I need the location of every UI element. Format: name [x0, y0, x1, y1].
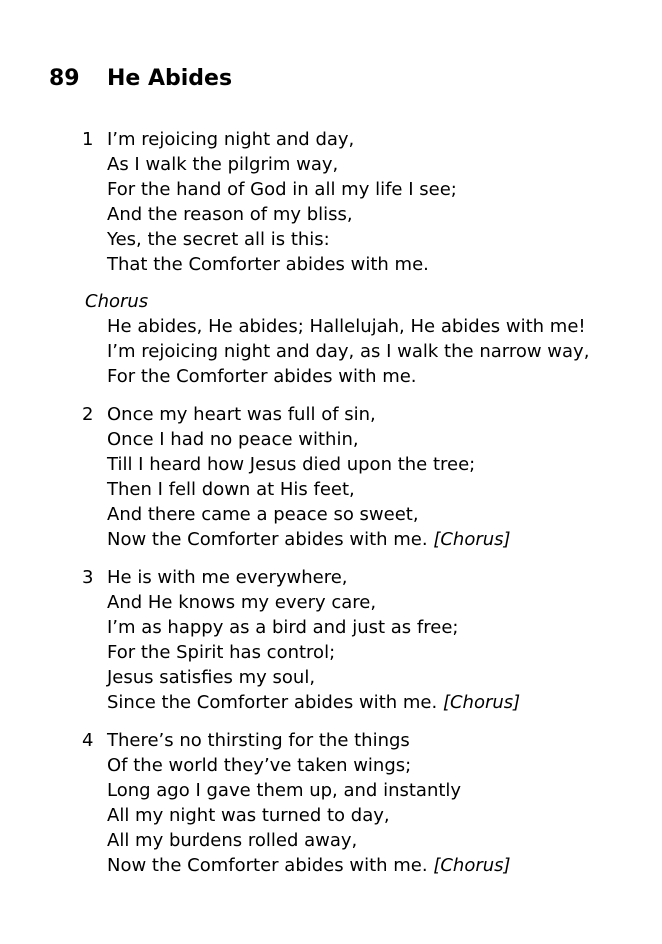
- chorus-reference: [Chorus]: [442, 692, 521, 713]
- verse-line: Then I fell down at His feet,: [107, 479, 355, 500]
- verse-line: And He knows my every care,: [107, 592, 377, 613]
- verse-line: Till I heard how Jesus died upon the tree;: [107, 454, 476, 475]
- verse-line: For the Spirit has control;: [107, 642, 336, 663]
- chorus-label: Chorus: [85, 291, 149, 312]
- verse-line: He is with me everywhere,: [107, 567, 348, 588]
- verse-line: Now the Comforter abides with me.: [107, 529, 428, 550]
- chorus-line: I’m rejoicing night and day, as I walk the narrow way,: [107, 341, 590, 362]
- chorus-reference: [Chorus]: [433, 855, 511, 876]
- verse-line: Of the world they’ve taken wings;: [107, 755, 412, 776]
- chorus-reference: [Chorus]: [433, 529, 511, 550]
- verse-line: Since the Comforter abides with me.: [107, 692, 438, 713]
- stanza-3: [82, 565, 520, 715]
- stanza-4: [82, 728, 511, 878]
- stanza-number: 1: [82, 129, 94, 150]
- chorus: [85, 289, 589, 389]
- hymn-title-text: He Abides: [107, 66, 233, 91]
- verse-line: I’m as happy as a bird and just as free;: [107, 617, 459, 638]
- stanza-number: 2: [82, 404, 94, 425]
- verse-line: Long ago I gave them up, and instantly: [107, 780, 462, 801]
- stanza-number: 3: [82, 567, 94, 588]
- verse-line: Now the Comforter abides with me.: [107, 855, 428, 876]
- verse-line: Jesus satisfies my soul,: [107, 667, 316, 688]
- verse-line: All my night was turned to day,: [107, 805, 390, 826]
- verse-line: All my burdens rolled away,: [107, 830, 358, 851]
- chorus-line: He abides, He abides; Hallelujah, He abides with me!: [107, 316, 586, 337]
- chorus-line: For the Comforter abides with me.: [107, 366, 417, 387]
- verse-line: As I walk the pilgrim way,: [107, 154, 339, 175]
- verse-line: Once my heart was full of sin,: [107, 404, 376, 425]
- hymn-number: 89: [49, 66, 80, 91]
- stanza-number: 4: [82, 730, 94, 751]
- verse-line: And there came a peace so sweet,: [107, 504, 419, 525]
- verse-line: That the Comforter abides with me.: [107, 254, 429, 275]
- verse-line: There’s no thirsting for the things: [107, 730, 410, 751]
- verse-line: For the hand of God in all my life I see;: [107, 179, 457, 200]
- stanza-2: [82, 402, 511, 552]
- verse-line: Once I had no peace within,: [107, 429, 359, 450]
- verse-line: Yes, the secret all is this:: [107, 229, 330, 250]
- hymn-title: [49, 66, 232, 91]
- verse-line: And the reason of my bliss,: [107, 204, 353, 225]
- stanza-1: [82, 127, 457, 277]
- verse-line: I’m rejoicing night and day,: [107, 129, 355, 150]
